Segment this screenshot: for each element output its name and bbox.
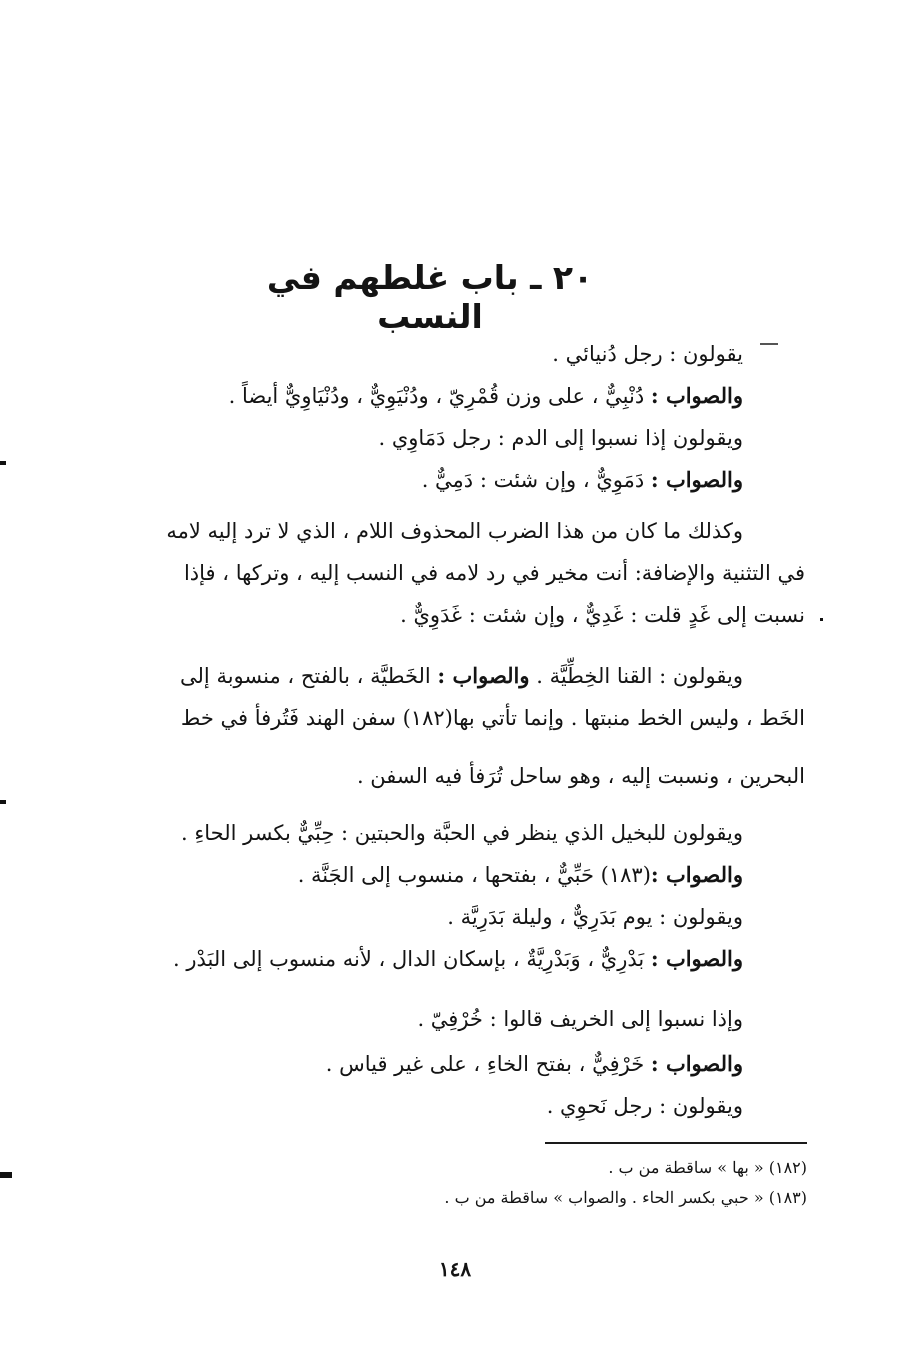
text-line: يقولون : رجل دُنيائي .	[552, 342, 743, 366]
paragraph-5	[100, 998, 805, 1127]
scan-mark	[0, 1172, 12, 1178]
text-line: ويقولون إذا نسبوا إلى الدم : رجل دَمَاوِي .	[378, 426, 743, 450]
correction-label: والصواب :	[650, 383, 743, 408]
text-line: وإذا نسبوا إلى الخريف قالوا : خُرْفِيّ .	[417, 1007, 743, 1031]
text-line: نسبت إلى غَدٍ قلت : غَدِيٌّ ، وإن شئت : غَدَوِيٌّ .	[400, 603, 805, 627]
text-line: ويقولون : القنا الخِطِّيَّة . والصواب : الخَطيَّة ، بالفتح ، منسوبة إلى	[180, 663, 743, 688]
scan-mark	[0, 461, 6, 465]
text-line: والصواب : خَرْفِيٌّ ، بفتح الخاءِ ، على غير قياس .	[325, 1051, 743, 1076]
correction-label: والصواب :	[650, 1051, 743, 1076]
text-line: والصواب :(١٨٣) حَبِّيٌّ ، بفتحها ، منسوب إلى الجَنَّة .	[297, 862, 743, 887]
paragraph-1	[100, 333, 805, 501]
chapter-title: ٢٠ ـ باب غلطهم في النسب	[266, 258, 594, 336]
pencil-mark	[760, 343, 778, 345]
text-line: ويقولون : يوم بَدَرِيٌّ ، وليلة بَدَرِيَّة .	[447, 905, 743, 929]
paragraph-2	[100, 510, 805, 636]
footnotes	[300, 1153, 807, 1213]
text-line: وكذلك ما كان من هذا الضرب المحذوف اللام ، الذي لا ترد إليه لامه	[166, 519, 743, 543]
page-number: ١٤٨	[438, 1257, 472, 1281]
scan-mark	[0, 800, 6, 804]
paragraph-3	[100, 655, 805, 797]
text-line: والصواب : دُنْبِيٌّ ، على وزن قُمْرِيّ ، ودُنْيَوِيٌّ ، ودُنْيَاوِيٌّ أيضاً .	[228, 383, 743, 408]
text-line: في التثنية والإضافة: أنت مخير في رد لامه في النسب إليه ، وتركها ، فإذا	[183, 561, 805, 585]
correction-label: والصواب :	[650, 946, 743, 971]
text-line: البحرين ، ونسبت إليه ، وهو ساحل تُرَفأ فيه السفن .	[356, 764, 805, 788]
correction-label: والصواب :	[650, 862, 743, 887]
text-line: والصواب : بَدْرِيٌّ ، وَبَدْرِيَّةٌ ، بإسكان الدال ، لأنه منسوب إلى البَدْر .	[172, 946, 743, 971]
text-line: الخَط ، وليس الخط منبتها . وإنما تأتي بها(١٨٢) سفن الهند فَتُرفأ في خط	[180, 706, 805, 730]
footnote-183: (١٨٣) « حبي بكسر الحاء . والصواب » ساقطة من ب .	[444, 1188, 807, 1207]
footnote-182: (١٨٢) « بها » ساقطة من ب .	[608, 1158, 807, 1177]
paragraph-4	[100, 812, 805, 980]
text-line: ويقولون : رجل نَحوِي .	[546, 1094, 743, 1118]
scan-mark	[820, 618, 823, 621]
correction-label: والصواب :	[650, 467, 743, 492]
text-line: والصواب : دَمَوِيٌّ ، وإن شئت : دَمِيٌّ .	[421, 467, 743, 492]
correction-label: والصواب :	[437, 663, 530, 688]
text-line: ويقولون للبخيل الذي ينظر في الحبَّة والحبتين : حِبِّيٌّ بكسر الحاءِ .	[181, 821, 743, 845]
footnote-divider	[545, 1142, 807, 1144]
